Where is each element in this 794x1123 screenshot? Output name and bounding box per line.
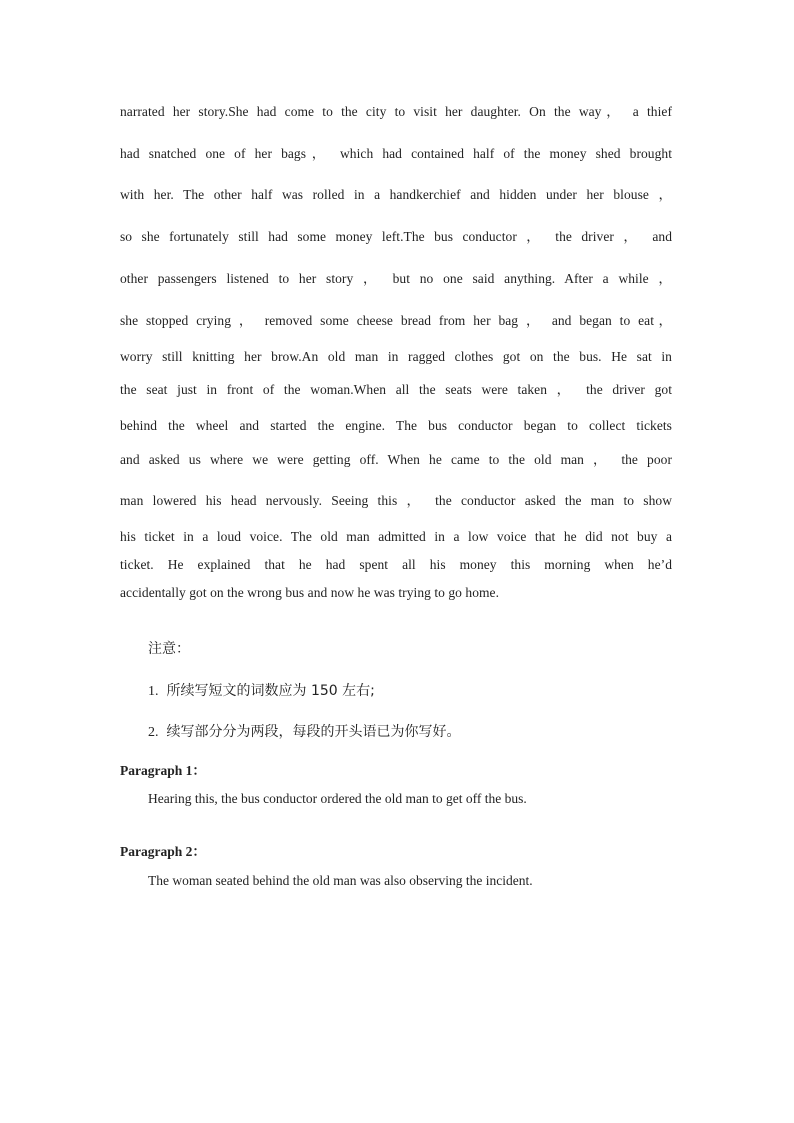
note-text: 所续写短文的词数应为 150 左右; xyxy=(166,683,375,699)
story-line: she stopped crying ， removed some cheese bread from her bag ， and began to eat， xyxy=(120,313,672,328)
story-line: so she fortunately still had some money left.The bus conductor ， the driver ， and xyxy=(120,229,672,244)
story-line: and asked us where we were getting off. When he came to the old man ， the poor xyxy=(120,452,672,467)
story-line: accidentally got on the wrong bus and now he was trying to go home. xyxy=(120,585,500,600)
note-item xyxy=(148,681,375,702)
story-line: narrated her story.She had come to the city to visit her daughter. On the way， a thief xyxy=(120,104,672,119)
story-line: ticket. He explained that he had spent all his money this morning when he’d xyxy=(120,557,672,572)
story-line: behind the wheel and started the engine. The bus conductor began to collect tickets xyxy=(120,418,672,433)
notes-heading: 注意： xyxy=(148,641,190,657)
note-number: 2. xyxy=(148,725,159,740)
story-line: man lowered his head nervously. Seeing this ， the conductor asked the man to show xyxy=(120,493,672,508)
note-text: 续写部分分为两段，每段的开头语已为你写好。 xyxy=(166,724,461,740)
paragraph-1-opener: Hearing this, the bus conductor ordered the old man to get off the bus. xyxy=(148,791,527,806)
paragraph-2-opener: The woman seated behind the old man was also observing the incident. xyxy=(148,873,533,888)
paragraph-1-label: Paragraph 1： xyxy=(120,763,206,778)
story-line: with her. The other half was rolled in a handkerchief and hidden under her blouse ， xyxy=(120,187,672,202)
story-line: worry still knitting her brow.An old man in ragged clothes got on the bus. He sat in xyxy=(120,349,672,364)
note-number: 1. xyxy=(148,684,159,699)
story-line: the seat just in front of the woman.When all the seats were taken ， the driver got xyxy=(120,382,672,397)
story-line: his ticket in a loud voice. The old man admitted in a low voice that he did not buy a xyxy=(120,529,672,544)
story-line: had snatched one of her bags， which had contained half of the money shed brought xyxy=(120,146,672,161)
paragraph-2-label: Paragraph 2： xyxy=(120,844,206,859)
note-item xyxy=(148,722,461,743)
story-line: other passengers listened to her story ， but no one said anything. After a while ， xyxy=(120,271,672,286)
